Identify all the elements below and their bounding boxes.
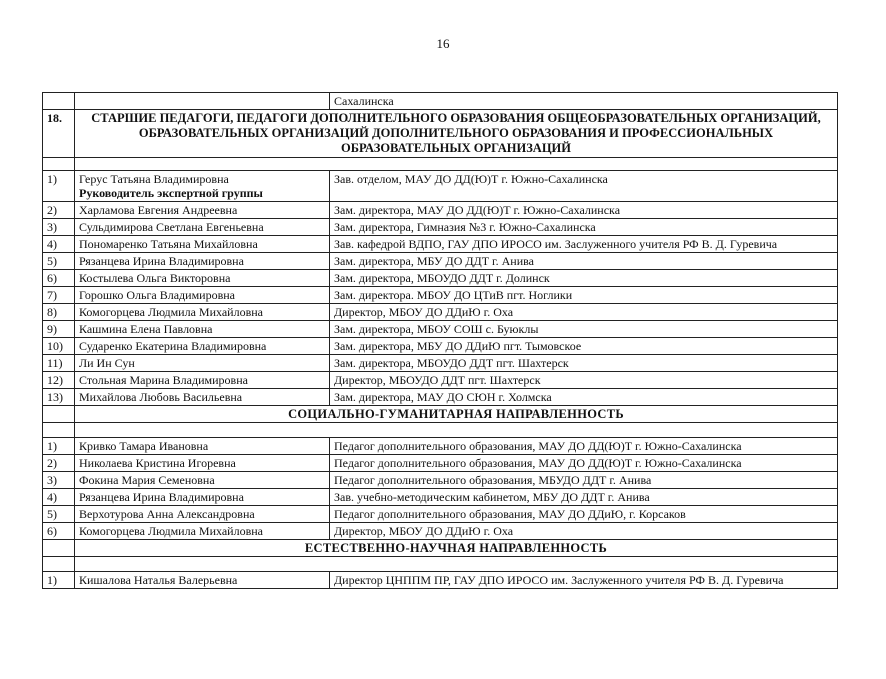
person-name-text: Костылева Ольга Викторовна — [79, 271, 231, 285]
person-name — [75, 438, 330, 455]
person-position: Директор, МБОУДО ДДТ пгт. Шахтерск — [330, 372, 838, 389]
row-number: 12) — [43, 372, 75, 389]
person-name-text: Николаева Кристина Игоревна — [79, 456, 236, 470]
person-name-text: Горошко Ольга Владимировна — [79, 288, 235, 302]
row-number: 5) — [43, 506, 75, 523]
person-name-text: Рязанцева Ирина Владимировна — [79, 254, 244, 268]
continuation-text: Сахалинска — [330, 93, 838, 110]
person-name-text: Герус Татьяна Владимировна — [79, 172, 229, 186]
person-position: Педагог дополнительного образования, МАУ ДО ДД(Ю)Т г. Южно-Сахалинска — [330, 438, 838, 455]
person-name-text: Кривко Тамара Ивановна — [79, 439, 209, 453]
person-name — [75, 219, 330, 236]
spacer-row — [43, 158, 838, 171]
person-name-text: Верхотурова Анна Александровна — [79, 507, 255, 521]
person-position: Зам. директора, МАУ ДО ДД(Ю)Т г. Южно-Сахалинска — [330, 202, 838, 219]
subheading-social: СОЦИАЛЬНО-ГУМАНИТАРНАЯ НАПРАВЛЕННОСТЬ — [75, 406, 838, 423]
person-name-text: Сульдимирова Светлана Евгеньевна — [79, 220, 264, 234]
table-row — [43, 506, 838, 523]
person-name-text: Харламова Евгения Андреевна — [79, 203, 238, 217]
person-name — [75, 338, 330, 355]
person-name — [75, 572, 330, 589]
person-name-text: Кишалова Наталья Валерьевна — [79, 573, 238, 587]
person-name — [75, 355, 330, 372]
row-number: 1) — [43, 171, 75, 202]
empty-cell — [43, 423, 75, 438]
table-row — [43, 304, 838, 321]
person-position: Педагог дополнительного образования, МБУДО ДДТ г. Анива — [330, 472, 838, 489]
person-position: Зам. директора, МБОУДО ДДТ пгт. Шахтерск — [330, 355, 838, 372]
row-number: 3) — [43, 472, 75, 489]
person-name-text: Стольная Марина Владимировна — [79, 373, 248, 387]
table-row — [43, 355, 838, 372]
table-row — [43, 472, 838, 489]
row-number: 9) — [43, 321, 75, 338]
person-position: Зам. директора, МБОУ СОШ с. Буюклы — [330, 321, 838, 338]
row-number: 11) — [43, 355, 75, 372]
person-name — [75, 523, 330, 540]
person-name-text: Ли Ин Сун — [79, 356, 135, 370]
person-name — [75, 472, 330, 489]
person-position: Зам. директора, МБУ ДО ДДиЮ пгт. Тымовское — [330, 338, 838, 355]
table-row — [43, 236, 838, 253]
person-name — [75, 389, 330, 406]
person-position: Директор ЦНППМ ПР, ГАУ ДПО ИРОСО им. Заслуженного учителя РФ В. Д. Гуревича — [330, 572, 838, 589]
person-position: Педагог дополнительного образования, МАУ ДО ДД(Ю)Т г. Южно-Сахалинска — [330, 455, 838, 472]
person-position: Зам. директора, МБУ ДО ДДТ г. Анива — [330, 253, 838, 270]
row-number: 5) — [43, 253, 75, 270]
subheading-natural: ЕСТЕСТВЕННО-НАУЧНАЯ НАПРАВЛЕННОСТЬ — [75, 540, 838, 557]
person-position: Зам. директора, МАУ ДО СЮН г. Холмска — [330, 389, 838, 406]
person-name — [75, 202, 330, 219]
table-row — [43, 489, 838, 506]
empty-cell — [75, 557, 838, 572]
row-number: 8) — [43, 304, 75, 321]
table-row — [43, 523, 838, 540]
person-position: Зав. учебно-методическим кабинетом, МБУ ДО ДДТ г. Анива — [330, 489, 838, 506]
person-name — [75, 489, 330, 506]
person-position: Педагог дополнительного образования, МАУ ДО ДДиЮ, г. Корсаков — [330, 506, 838, 523]
row-number: 4) — [43, 489, 75, 506]
person-position: Зав. отделом, МАУ ДО ДД(Ю)Т г. Южно-Сахалинска — [330, 171, 838, 202]
table-row — [43, 171, 838, 202]
person-name — [75, 506, 330, 523]
person-name-text: Комогорцева Людмила Михайловна — [79, 305, 263, 319]
row-number: 7) — [43, 287, 75, 304]
page-number: 16 — [436, 36, 450, 51]
person-name — [75, 304, 330, 321]
row-number: 2) — [43, 202, 75, 219]
row-number: 6) — [43, 523, 75, 540]
empty-cell — [43, 557, 75, 572]
section-number: 18. — [43, 110, 75, 158]
table-row — [43, 287, 838, 304]
row-number: 1) — [43, 438, 75, 455]
row-number: 10) — [43, 338, 75, 355]
person-name-text: Михайлова Любовь Васильевна — [79, 390, 243, 404]
table-row — [43, 455, 838, 472]
row-number: 3) — [43, 219, 75, 236]
person-name-text: Пономаренко Татьяна Михайловна — [79, 237, 258, 251]
person-name — [75, 270, 330, 287]
table-row — [43, 253, 838, 270]
row-number: 1) — [43, 572, 75, 589]
person-name-text: Комогорцева Людмила Михайловна — [79, 524, 263, 538]
person-position: Директор, МБОУ ДО ДДиЮ г. Оха — [330, 523, 838, 540]
table-row — [43, 321, 838, 338]
table-row — [43, 219, 838, 236]
person-name-text: Сударенко Екатерина Владимировна — [79, 339, 267, 353]
person-position: Зам. директора. МБОУ ДО ЦТиВ пгт. Ноглики — [330, 287, 838, 304]
person-name — [75, 321, 330, 338]
row-number: 6) — [43, 270, 75, 287]
person-position: Директор, МБОУ ДО ДДиЮ г. Оха — [330, 304, 838, 321]
subheading-natural-row — [43, 540, 838, 557]
table-row — [43, 438, 838, 455]
person-name-text: Кашмина Елена Павловна — [79, 322, 213, 336]
spacer-row — [43, 423, 838, 438]
person-name-text: Рязанцева Ирина Владимировна — [79, 490, 244, 504]
table-row — [43, 202, 838, 219]
person-name — [75, 287, 330, 304]
subheading-social-row — [43, 406, 838, 423]
table-row — [43, 270, 838, 287]
person-name — [75, 455, 330, 472]
empty-cell — [75, 423, 838, 438]
table-row — [43, 372, 838, 389]
row-number: 13) — [43, 389, 75, 406]
person-name-text: Фокина Мария Семеновна — [79, 473, 215, 487]
person-name — [75, 253, 330, 270]
person-name — [75, 171, 330, 202]
spacer-row — [43, 557, 838, 572]
person-position: Зам. директора, МБОУДО ДДТ г. Долинск — [330, 270, 838, 287]
experts-table — [42, 92, 838, 589]
section-title: СТАРШИЕ ПЕДАГОГИ, ПЕДАГОГИ ДОПОЛНИТЕЛЬНОГО ОБРАЗОВАНИЯ ОБЩЕОБРАЗОВАТЕЛЬНЫХ ОРГАНИЗАЦИЙ, ОБРАЗОВАТЕЛЬНЫХ ОРГАНИЗАЦИЙ ДОПОЛНИТЕЛЬНОГО ОБРАЗОВАНИЯ И ПРОФЕССИОНАЛЬНЫХ ОБРАЗОВАТЕЛЬНЫХ ОРГАНИЗАЦИЙ — [75, 110, 838, 158]
continuation-row — [43, 93, 838, 110]
table-row — [43, 389, 838, 406]
row-number: 4) — [43, 236, 75, 253]
table-row — [43, 572, 838, 589]
person-name — [75, 236, 330, 253]
empty-cell — [43, 540, 75, 557]
row-number: 2) — [43, 455, 75, 472]
person-name — [75, 372, 330, 389]
table-row — [43, 338, 838, 355]
person-position: Зав. кафедрой ВДПО, ГАУ ДПО ИРОСО им. Заслуженного учителя РФ В. Д. Гуревича — [330, 236, 838, 253]
person-role-note: Руководитель экспертной группы — [79, 186, 263, 200]
section-heading-row — [43, 110, 838, 158]
person-position: Зам. директора, Гимназия №3 г. Южно-Сахалинска — [330, 219, 838, 236]
empty-cell — [43, 406, 75, 423]
